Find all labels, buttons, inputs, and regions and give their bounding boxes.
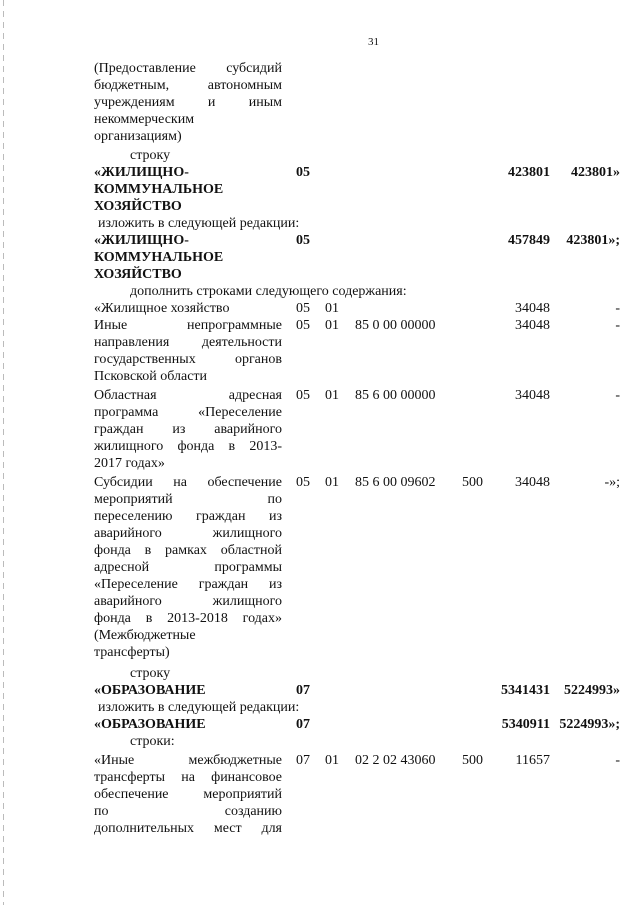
row-name: «ОБРАЗОВАНИЕ — [94, 683, 206, 698]
row-name: «Иные межбюджетные трансферты на финансовое обеспечение мероприятий по созданию дополнительных мест для — [94, 753, 282, 836]
value-2: - — [615, 388, 620, 403]
instruction-line: изложить в следующей редакции: — [98, 700, 300, 715]
row-name: «ЖИЛИЩНО- КОММУНАЛЬНОЕ ХОЗЯЙСТВО — [94, 233, 224, 282]
instruction-line: изложить в следующей редакции: — [98, 216, 300, 231]
instruction-line: строку — [130, 148, 171, 163]
value-2: - — [615, 753, 620, 768]
value-1: 11657 — [515, 753, 550, 768]
cs-code: 85 6 00 00000 — [355, 388, 436, 403]
row-name: Областная адресная программа «Переселение граждан из аварийного жилищного фонда в 2013- 2017 годах» — [94, 388, 282, 471]
value-1: 34048 — [515, 388, 550, 403]
pr-code: 01 — [325, 318, 339, 333]
instruction-line: дополнить строками следующего содержания: — [130, 284, 407, 299]
value-1: 5340911 — [501, 717, 550, 732]
value-1: 457849 — [508, 233, 550, 248]
value-2: 5224993» — [564, 683, 620, 698]
pr-code: 01 — [325, 753, 339, 768]
value-1: 423801 — [508, 165, 550, 180]
value-1: 34048 — [515, 475, 550, 490]
rz-code: 05 — [296, 301, 310, 316]
value-2: 5224993»; — [559, 717, 620, 732]
value-1: 34048 — [515, 301, 550, 316]
row-name: Субсидии на обеспечение мероприятий по переселению граждан из аварийного жилищного фонда в рамках областной адресной программы «Переселение граждан из аварийного жилищного фонда в 2013-2018 годах» (Межбюджетные трансферты) — [94, 475, 282, 660]
rz-code: 05 — [296, 165, 310, 180]
value-2: 423801»; — [566, 233, 620, 248]
intro-text: (Предоставление субсидий бюджетным, автономным учреждениям и иным некоммерческим организациям) — [94, 61, 282, 144]
rz-code: 07 — [296, 753, 310, 768]
row-name: «ОБРАЗОВАНИЕ — [94, 717, 206, 732]
rz-code: 05 — [296, 388, 310, 403]
cs-code: 02 2 02 43060 — [355, 753, 436, 768]
vr-code: 500 — [462, 475, 483, 490]
pr-code: 01 — [325, 475, 339, 490]
row-name: «Жилищное хозяйство — [94, 301, 230, 316]
pr-code: 01 — [325, 388, 339, 403]
instruction-line: строку — [130, 666, 171, 681]
value-2: - — [615, 318, 620, 333]
vr-code: 500 — [462, 753, 483, 768]
rz-code: 05 — [296, 233, 310, 248]
cs-code: 85 6 00 09602 — [355, 475, 436, 490]
rz-code: 07 — [296, 717, 310, 732]
value-2: -»; — [604, 475, 620, 490]
value-1: 34048 — [515, 318, 550, 333]
pr-code: 01 — [325, 301, 339, 316]
value-1: 5341431 — [501, 683, 550, 698]
page-number: 31 — [368, 36, 379, 48]
value-2: 423801» — [571, 165, 620, 180]
value-2: - — [615, 301, 620, 316]
rz-code: 05 — [296, 318, 310, 333]
rz-code: 07 — [296, 683, 310, 698]
row-name: Иные непрограммные направления деятельности государственных органов Псковской области — [94, 318, 282, 384]
cs-code: 85 0 00 00000 — [355, 318, 436, 333]
scan-edge — [3, 0, 4, 905]
instruction-line: строки: — [130, 734, 175, 749]
rz-code: 05 — [296, 475, 310, 490]
row-name: «ЖИЛИЩНО- КОММУНАЛЬНОЕ ХОЗЯЙСТВО — [94, 165, 224, 214]
